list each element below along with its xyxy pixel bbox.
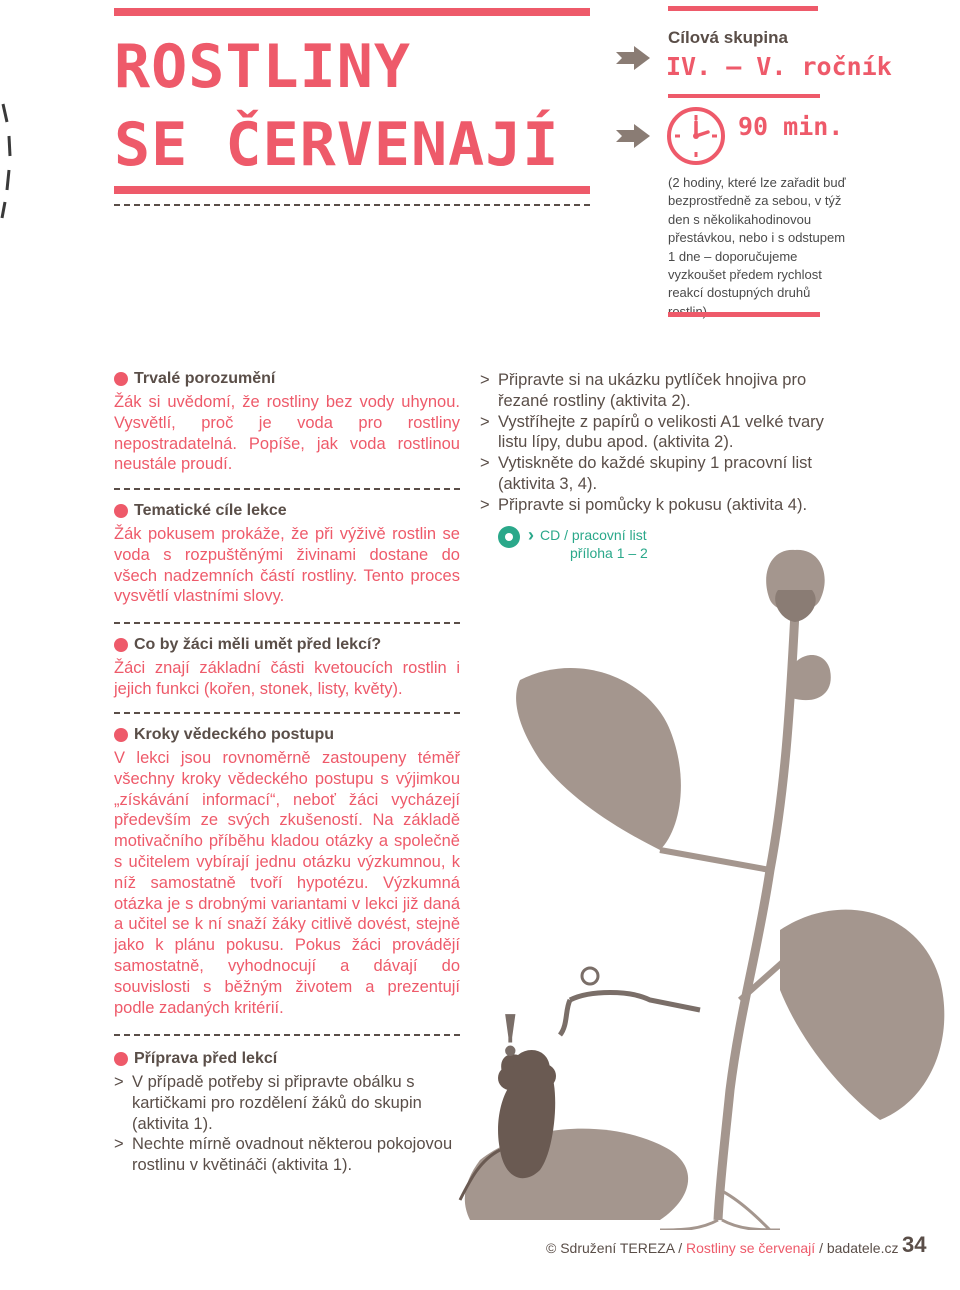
chevron-right-icon: › — [528, 525, 534, 545]
section-divider — [114, 488, 460, 490]
section-divider — [114, 712, 460, 714]
bullet-dot-icon — [114, 504, 128, 518]
exclamation-mark: ! — [498, 1003, 523, 1069]
title-line-1: ROSTLINY — [114, 32, 411, 102]
target-group-label: Cílová skupina — [668, 28, 788, 47]
bullet-dot-icon — [114, 372, 128, 386]
section-divider — [114, 622, 460, 624]
section-goals — [114, 500, 460, 607]
duration-note: (2 hodiny, které lze zařadit buď bezprostředně za sebou, v týž den s několikahodinovou přestávkou, nebo i s odstupem 1 dne – doporučujeme vyzkoušet předem rychlost reakcí dostupných druhů — [668, 175, 846, 301]
footer-site-link[interactable]: badatele.cz — [826, 1240, 899, 1256]
target-bottom-bar — [668, 94, 820, 98]
bullet-dot-icon — [114, 1052, 128, 1066]
cd-reference-line2: příloha 1 – 2 — [570, 545, 648, 561]
footer-separator: / — [815, 1240, 827, 1256]
section-heading: Kroky vědeckého postupu — [134, 726, 335, 743]
footer-lesson: Rostliny se červenají — [686, 1240, 816, 1256]
list-item: > Vystříhejte z papírů o velikosti A1 velké tvary listu lípy, dubu apod. (aktivita 2). — [480, 412, 852, 454]
section-prerequisites — [114, 634, 460, 700]
clock-icon — [664, 104, 728, 168]
list-item: > Připravte si na ukázku pytlíček hnojiva pro řezané rostliny (aktivita 2). — [480, 370, 852, 412]
section-heading: Trvalé porozumění — [134, 370, 276, 387]
title-top-bar — [114, 8, 590, 16]
section-divider — [114, 1034, 460, 1036]
arrow-icon-time — [614, 122, 652, 150]
title-line-2: SE ČERVENAJÍ — [114, 110, 560, 180]
list-item: > Vytiskněte do každé skupiny 1 pracovní list (aktivita 3, 4). — [480, 453, 852, 495]
footer-org: © Sdružení TEREZA — [546, 1240, 675, 1256]
target-group-value: IV. – V. ročník — [666, 52, 892, 81]
title-bottom-bar — [114, 186, 590, 194]
time-bottom-bar — [668, 312, 820, 317]
edge-dash-decoration — [0, 100, 16, 220]
page-title — [114, 28, 584, 184]
footer-separator: / — [674, 1240, 687, 1256]
title-dashed-divider — [114, 204, 590, 206]
bullet-dot-icon — [114, 638, 128, 652]
section-heading: Tematické cíle lekce — [134, 502, 287, 519]
section-heading: Příprava před lekcí — [134, 1050, 278, 1067]
page-number: 34 — [902, 1232, 927, 1257]
section-body: Žák pokusem prokáže, že při výživě rostlin se voda s rozpuštěnými živinami dostane do všech nadzemních částí rostliny. Tento proces vysvětlí vlastními slovy. — [114, 525, 460, 606]
list-item: > Připravte si pomůcky k pokusu (aktivita 4). — [480, 495, 852, 516]
section-preparation — [114, 1048, 460, 1176]
footer — [546, 1240, 898, 1256]
preparation-list — [114, 1072, 460, 1176]
section-body: V lekci jsou rovnoměrně zastoupeny téměř všechny kroky vědeckého postupu s výjimkou „získávání informací“, neboť žáci vycházejí především ze svých zkušeností. Na základě motivačního příběhu kladou otázky a společně s učitelem vybírají jednu otázku výzkumnou, k níž samostatně tvoří hypotézu. Výzkumná otázka je s drobnými variantami v lekci již daná a učitel se k ní snaží žáky citlivě dovést, stejně jako k plánu pokusu. Pokus žáci provádějí samostatně, vyhodnocují a dávají do souvislosti s běžným životem a prezentují podle zadaných kritérií. — [114, 749, 460, 1017]
bullet-dot-icon — [114, 728, 128, 742]
section-body: Žák si uvědomí, že rostliny bez vody uhynou. Vysvětlí, proč je voda pro rostliny nepostradatelná. Popíše, jak voda rostlinou neustále proudí. — [114, 393, 460, 474]
section-understanding — [114, 368, 460, 475]
section-body: Žáci znají základní části kvetoucích rostlin i jejich funkci (kořen, stonek, listy, květy). — [114, 659, 460, 698]
target-top-bar — [668, 6, 818, 11]
arrow-icon-target — [614, 44, 652, 72]
list-item: > V případě potřeby si připravte obálku s kartičkami pro rozdělení žáků do skupin (aktivita 1). — [114, 1072, 460, 1134]
cd-reference-line1: CD / pracovní list — [540, 527, 647, 543]
list-item: > Nechte mírně ovadnout některou pokojovou rostlinu v květináči (aktivita 1). — [114, 1134, 460, 1176]
section-heading: Co by žáci měli umět před lekcí? — [134, 636, 382, 653]
plant-illustration — [440, 530, 950, 1230]
section-scientific-steps — [114, 724, 460, 1018]
duration: 90 min. — [738, 112, 844, 141]
preparation-list-continued — [480, 370, 852, 516]
